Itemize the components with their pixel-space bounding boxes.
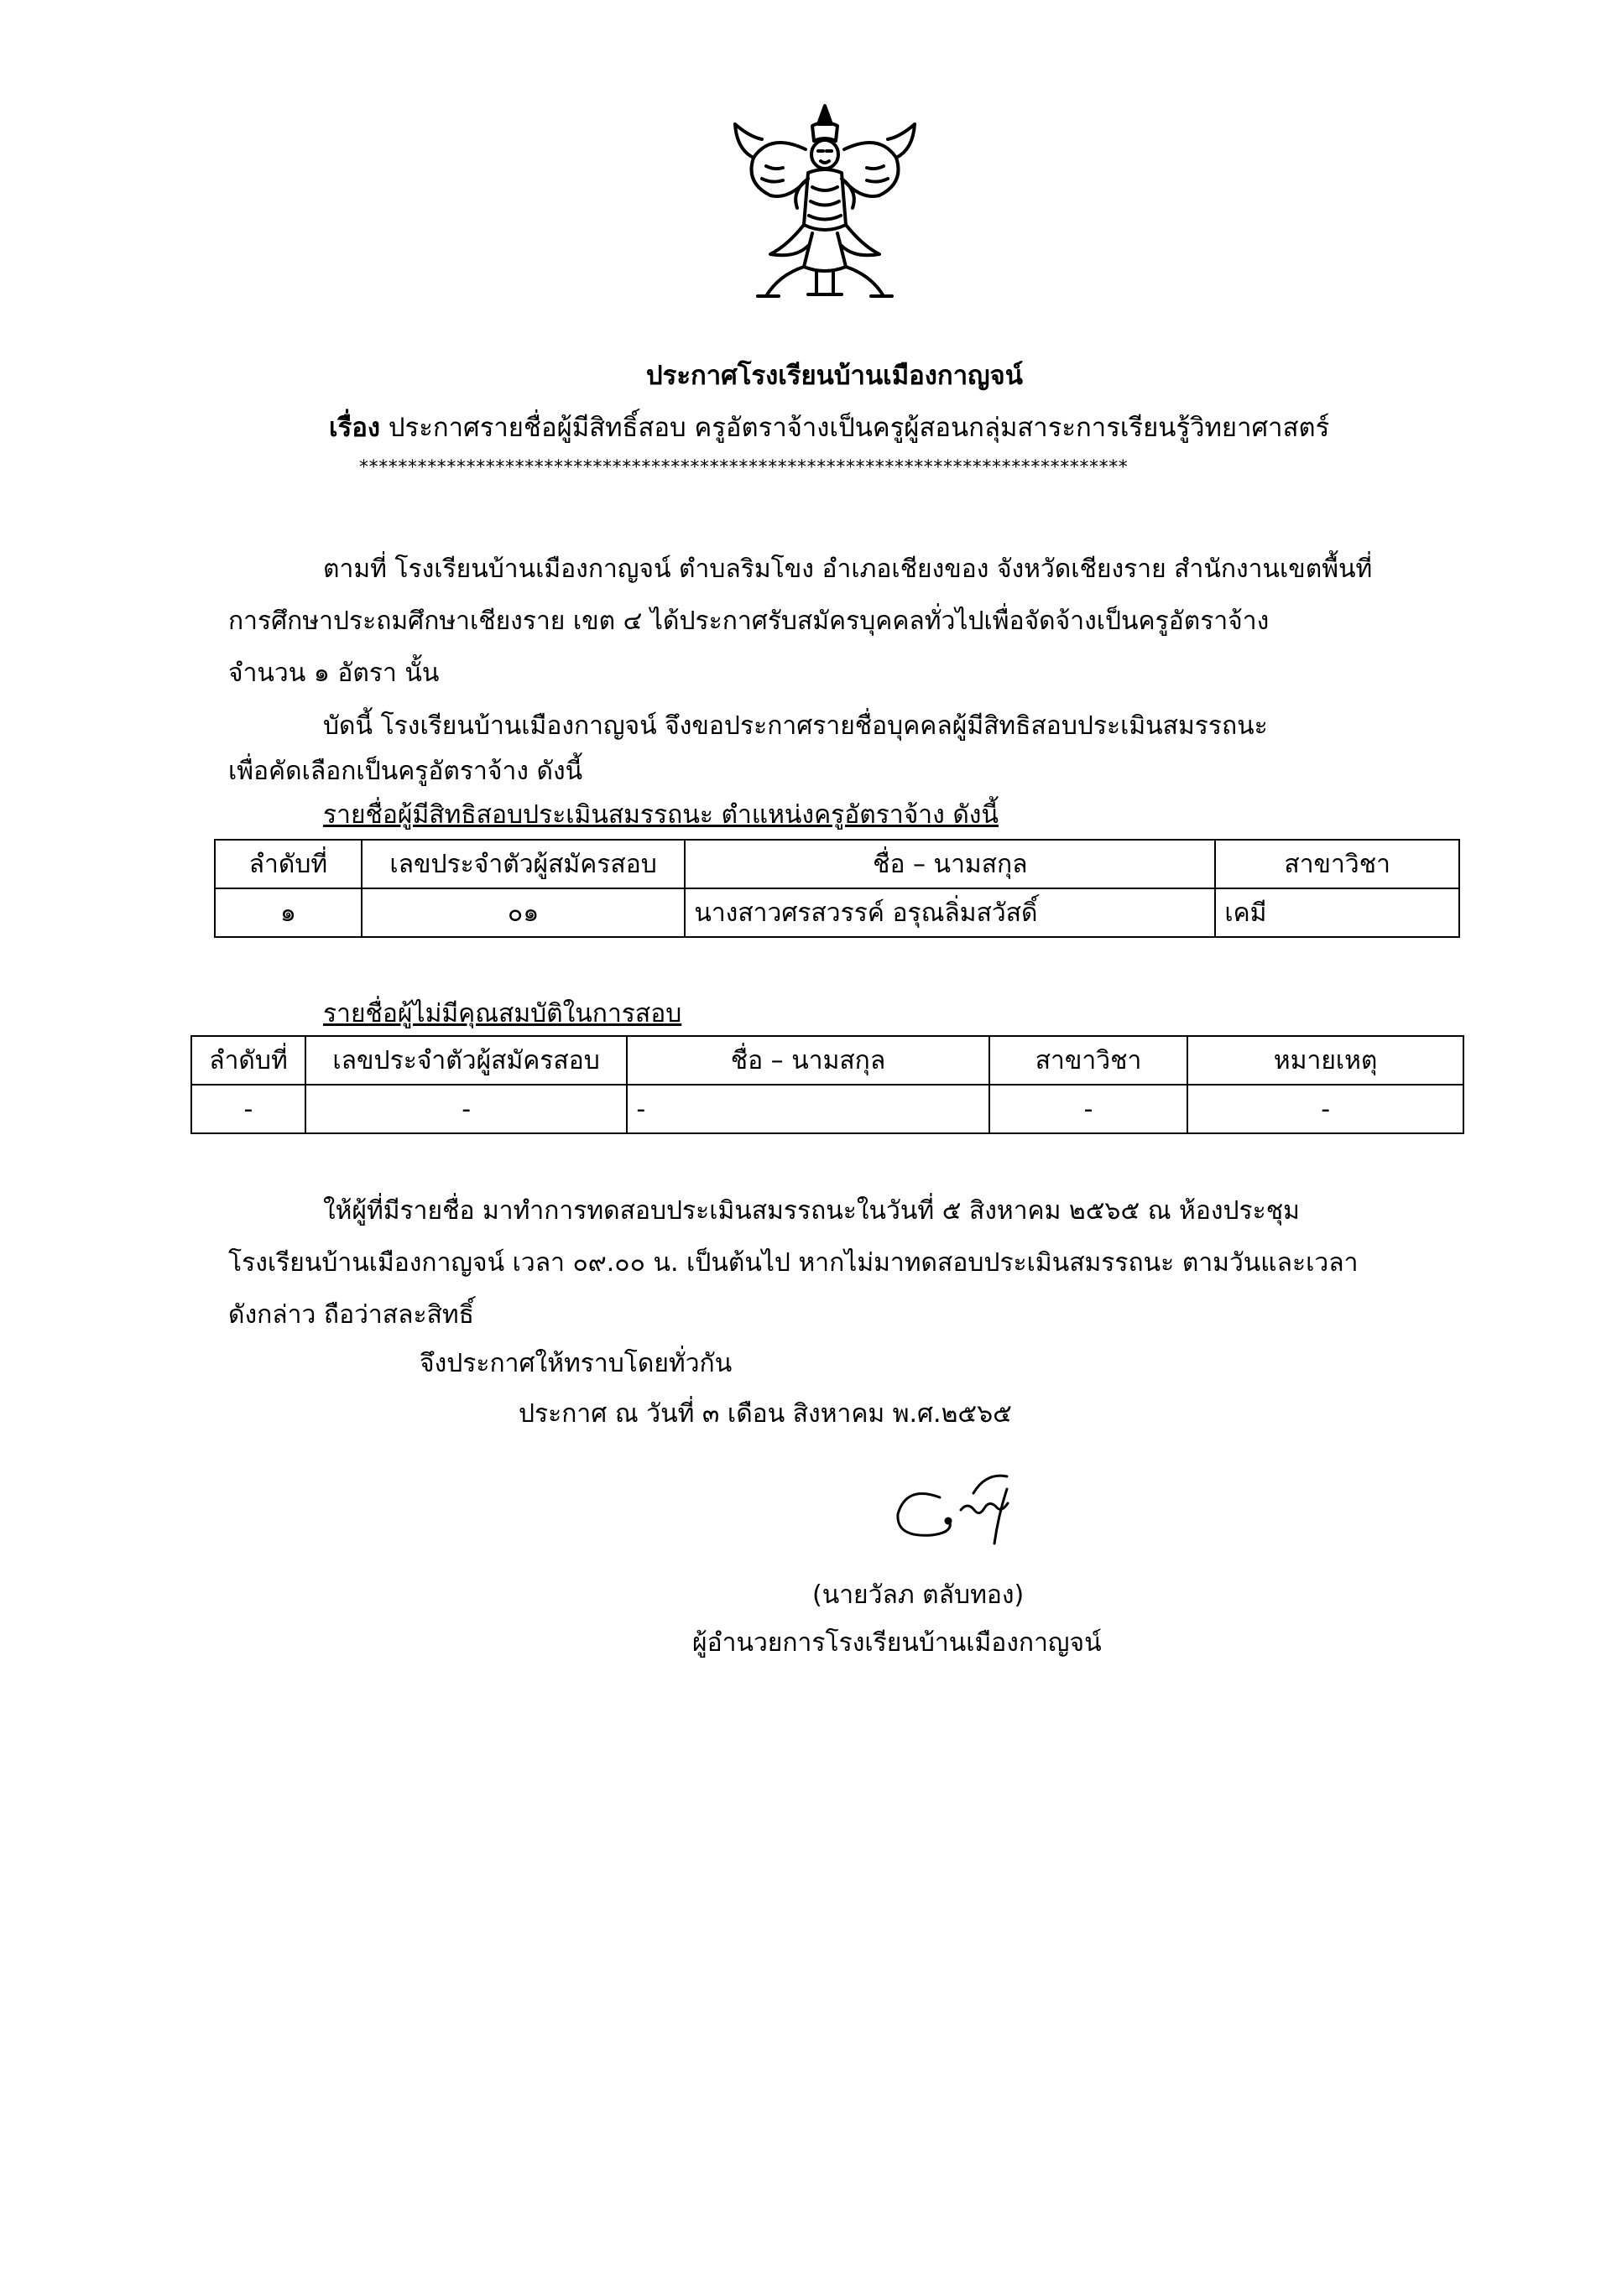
signatory-position: ผู้อำนวยการโรงเรียนบ้านเมืองกาญจน์ — [692, 1628, 1102, 1658]
subject-text: ประกาศรายชื่อผู้มีสิทธิ์สอบ ครูอัตราจ้างเป็นครูผู้สอนกลุ่มสาระการเรียนรู้วิทยาศาสตร์ — [388, 413, 1330, 443]
instruction-line-2: โรงเรียนบ้านเมืองกาญจน์ เวลา ๐๙.๐๐ น. เป็นต้นไป หากไม่มาทดสอบประเมินสมรรถนะ ตามวันและเวลา — [228, 1248, 1359, 1278]
column-header-full-name: ชื่อ – นามสกุล — [627, 1036, 988, 1085]
cell-full-name: - — [627, 1085, 988, 1133]
cell-subject: - — [989, 1085, 1188, 1133]
signatory-name: (นายวัลภ ตลับทอง) — [812, 1580, 1025, 1610]
column-header-order: ลำดับที่ — [215, 840, 362, 888]
intro-line-1: ตามที่ โรงเรียนบ้านเมืองกาญจน์ ตำบลริมโขง อำเภอเชียงของ จังหวัดเชียงราย สำนักงานเขตพื้นที่ — [323, 554, 1373, 584]
closing-announcement: จึงประกาศให้ทราบโดยทั่วกัน — [420, 1349, 733, 1378]
separator-line: ******************************************************************************* — [359, 457, 1129, 478]
ineligible-table — [190, 1035, 1464, 1134]
ineligible-heading: รายชื่อผู้ไม่มีคุณสมบัติในการสอบ — [323, 999, 682, 1028]
eligible-heading: รายชื่อผู้มีสิทธิสอบประเมินสมรรถนะ ตำแหน่งครูอัตราจ้าง ดังนี้ — [323, 800, 999, 830]
document-title: ประกาศโรงเรียนบ้านเมืองกาญจน์ — [646, 361, 1023, 391]
column-header-subject: สาขาวิชา — [1215, 840, 1459, 888]
table-header-row — [191, 1036, 1463, 1085]
cell-order: ๑ — [215, 888, 362, 937]
column-header-applicant-id: เลขประจำตัวผู้สมัครสอบ — [305, 1036, 627, 1085]
cell-order: - — [191, 1085, 305, 1133]
cell-full-name: นางสาวศรสวรรค์ อรุณลิ่มสวัสดิ์ — [685, 888, 1215, 937]
column-header-applicant-id: เลขประจำตัวผู้สมัครสอบ — [362, 840, 685, 888]
cell-subject: เคมี — [1215, 888, 1459, 937]
intro-line-5: เพื่อคัดเลือกเป็นครูอัตราจ้าง ดังนี้ — [228, 757, 583, 786]
subject-label: เรื่อง — [329, 413, 381, 443]
column-header-subject: สาขาวิชา — [989, 1036, 1188, 1085]
column-header-full-name: ชื่อ – นามสกุล — [685, 840, 1215, 888]
column-header-order: ลำดับที่ — [191, 1036, 305, 1085]
instruction-line-1: ให้ผู้ที่มีรายชื่อ มาทำการทดสอบประเมินสมรรถนะในวันที่ ๕ สิงหาคม ๒๕๖๕ ณ ห้องประชุม — [323, 1196, 1300, 1226]
announcement-date: ประกาศ ณ วันที่ ๓ เดือน สิงหาคม พ.ศ.๒๕๖๕ — [519, 1399, 1012, 1429]
cell-remarks: - — [1187, 1085, 1463, 1133]
column-header-remarks: หมายเหตุ — [1187, 1036, 1463, 1085]
cell-applicant-id: - — [305, 1085, 627, 1133]
table-row — [191, 1085, 1463, 1133]
table-header-row — [215, 840, 1459, 888]
cell-applicant-id: ๐๑ — [362, 888, 685, 937]
table-row — [215, 888, 1459, 937]
eligible-table — [214, 839, 1460, 938]
document-subject — [329, 406, 1329, 448]
intro-line-3: จำนวน ๑ อัตรา นั้น — [228, 659, 440, 688]
instruction-line-3: ดังกล่าว ถือว่าสละสิทธิ์ — [228, 1300, 474, 1330]
handwritten-signature — [873, 1464, 1049, 1548]
intro-line-4: บัดนี้ โรงเรียนบ้านเมืองกาญจน์ จึงขอประกาศรายชื่อบุคคลผู้มีสิทธิสอบประเมินสมรรถนะ — [323, 711, 1268, 741]
intro-line-2: การศึกษาประถมศึกษาเชียงราย เขต ๔ ได้ประกาศรับสมัครบุคคลทั่วไปเพื่อจัดจ้างเป็นครูอัตราจ้าง — [228, 607, 1270, 636]
garuda-emblem — [720, 99, 930, 305]
